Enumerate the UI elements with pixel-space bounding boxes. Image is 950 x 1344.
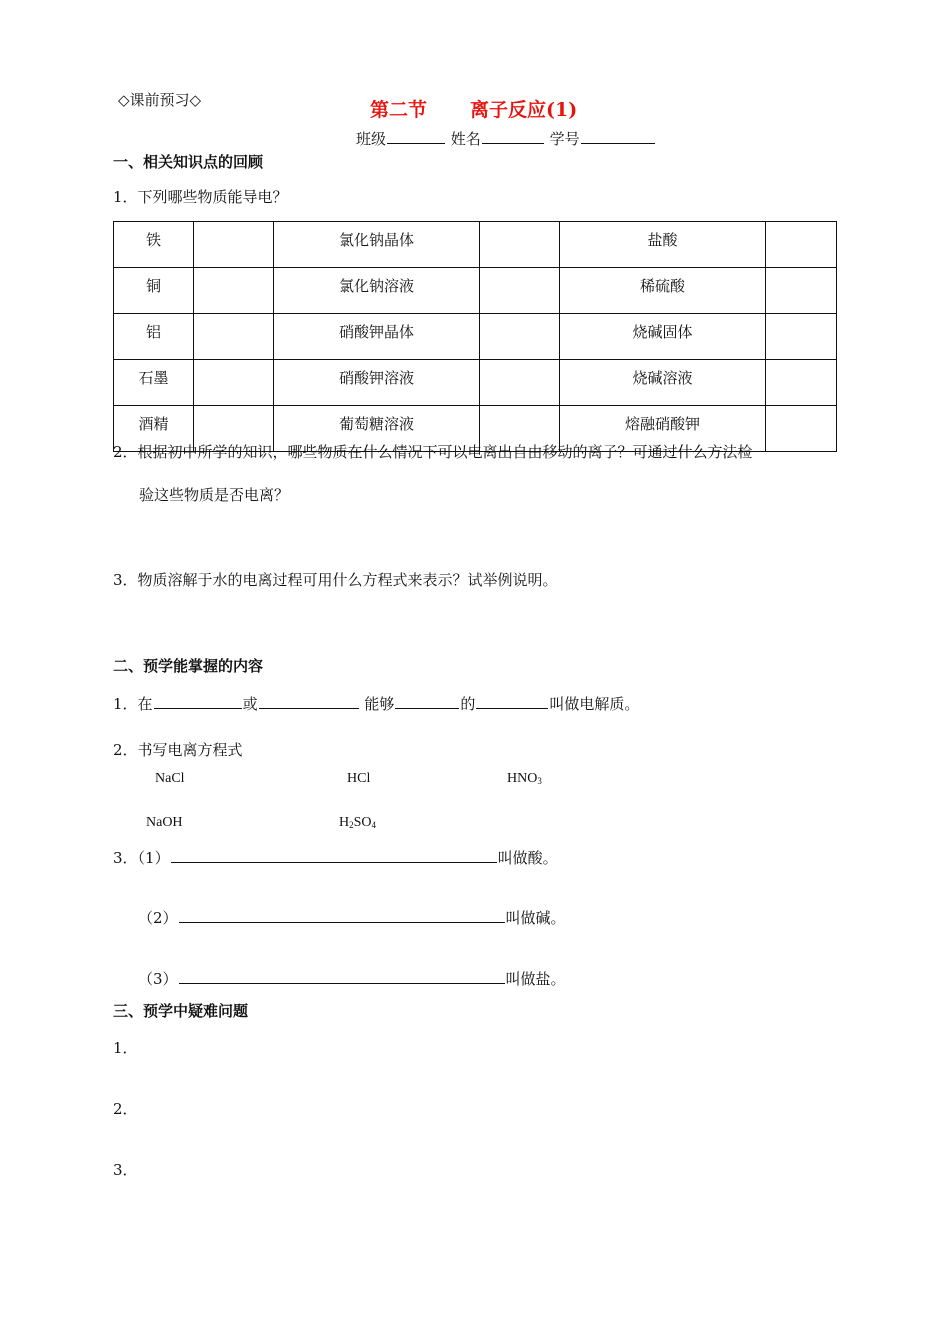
word: 或 [242,695,258,713]
base-definition [138,908,566,926]
answer-cell[interactable] [480,268,560,314]
section-3-title: 三、预学中疑难问题 [113,1002,249,1020]
substance-cell: 铜 [114,268,194,314]
answer-cell[interactable] [194,360,274,406]
formula-text: HNO [507,771,538,786]
sub-label: （1） [137,849,170,867]
table-row [114,268,837,314]
table-row [114,314,837,360]
section-1-title: 一、相关知识点的回顾 [113,153,264,171]
fill-blank[interactable] [179,969,505,984]
answer-cell[interactable] [766,360,837,406]
fill-blank[interactable] [154,694,242,709]
word: 叫做酸。 [497,849,558,867]
fill-blank[interactable] [259,694,359,709]
number-label: 学号 [549,130,580,148]
substance-cell: 烧碱固体 [560,314,766,360]
answer-cell[interactable] [766,222,837,268]
question-item: 3． [113,1161,138,1179]
word: 叫做盐。 [505,970,566,988]
substance-cell: 葡萄糖溶液 [274,406,480,452]
answer-cell[interactable] [194,314,274,360]
answer-cell[interactable] [480,360,560,406]
substance-cell: 铝 [114,314,194,360]
item-number: 1． [113,695,138,713]
sub-label: （3） [138,970,178,988]
section-2-title: 二、预学能掌握的内容 [113,657,264,675]
class-label: 班级 [356,130,387,148]
question-1: 1．下列哪些物质能导电？ [113,188,288,206]
page-title: 离子反应(1) [470,99,578,121]
formula-hno3 [507,772,542,786]
substance-cell: 烧碱溶液 [560,360,766,406]
fill-blank[interactable] [179,908,505,923]
question-2-line-2: 验这些物质是否电离？ [139,486,290,504]
formula-text: SO [353,815,372,830]
substance-cell: 氯化钠晶体 [274,222,480,268]
substance-cell: 熔融硝酸钾 [560,406,766,452]
answer-cell[interactable] [766,314,837,360]
title-section: 第二节 [370,99,428,121]
acid-definition [113,848,558,866]
answer-cell[interactable] [480,314,560,360]
question-item: 2． [113,1100,138,1118]
name-blank[interactable] [482,129,544,144]
question-item: 1． [113,1039,138,1057]
subscript: 2 [349,820,354,830]
fill-blank[interactable] [476,694,548,709]
sub-label: （2） [138,909,178,927]
substance-cell: 酒精 [114,406,194,452]
electrolyte-definition [113,694,639,712]
substance-cell: 铁 [114,222,194,268]
fill-blank[interactable] [171,848,497,863]
word: 在 [137,695,153,713]
number-blank[interactable] [581,129,655,144]
word: 的 [460,695,476,713]
substance-cell: 石墨 [114,360,194,406]
formula-nacl: NaCl [155,771,185,786]
subscript: 4 [371,820,377,830]
name-label: 姓名 [450,130,481,148]
answer-cell[interactable] [766,268,837,314]
answer-cell[interactable] [480,222,560,268]
conductivity-table [113,221,837,452]
question-3: 3．物质溶解于水的电离过程可用什么方程式来表示？试举例说明。 [113,571,558,589]
formula-text: H [339,815,350,830]
question-2-line-1: 2．根据初中所学的知识，哪些物质在什么情况下可以电离出自由移动的离子？可通过什么方法检 [113,443,753,461]
word: 叫做碱。 [505,909,566,927]
word: 叫做电解质。 [549,695,640,713]
substance-cell: 氯化钠溶液 [274,268,480,314]
class-blank[interactable] [387,129,445,144]
substance-cell: 稀硫酸 [560,268,766,314]
answer-cell[interactable] [194,268,274,314]
formula-h2so4 [339,816,376,830]
ionization-equations-heading: 2．书写电离方程式 [113,741,243,759]
fill-blank[interactable] [395,694,459,709]
salt-definition [138,969,566,987]
substance-cell: 硝酸钾溶液 [274,360,480,406]
formula-naoh: NaOH [146,815,183,830]
table-row [114,360,837,406]
preview-tag: ◇课前预习◇ [118,91,202,109]
item-number: 3． [113,849,138,867]
answer-cell[interactable] [766,406,837,452]
table-row [114,222,837,268]
substance-cell: 硝酸钾晶体 [274,314,480,360]
answer-cell[interactable] [194,222,274,268]
word: 能够 [364,695,395,713]
student-info-line [356,129,656,147]
subscript: 3 [537,776,542,786]
substance-cell: 盐酸 [560,222,766,268]
formula-hcl: HCl [347,771,371,786]
